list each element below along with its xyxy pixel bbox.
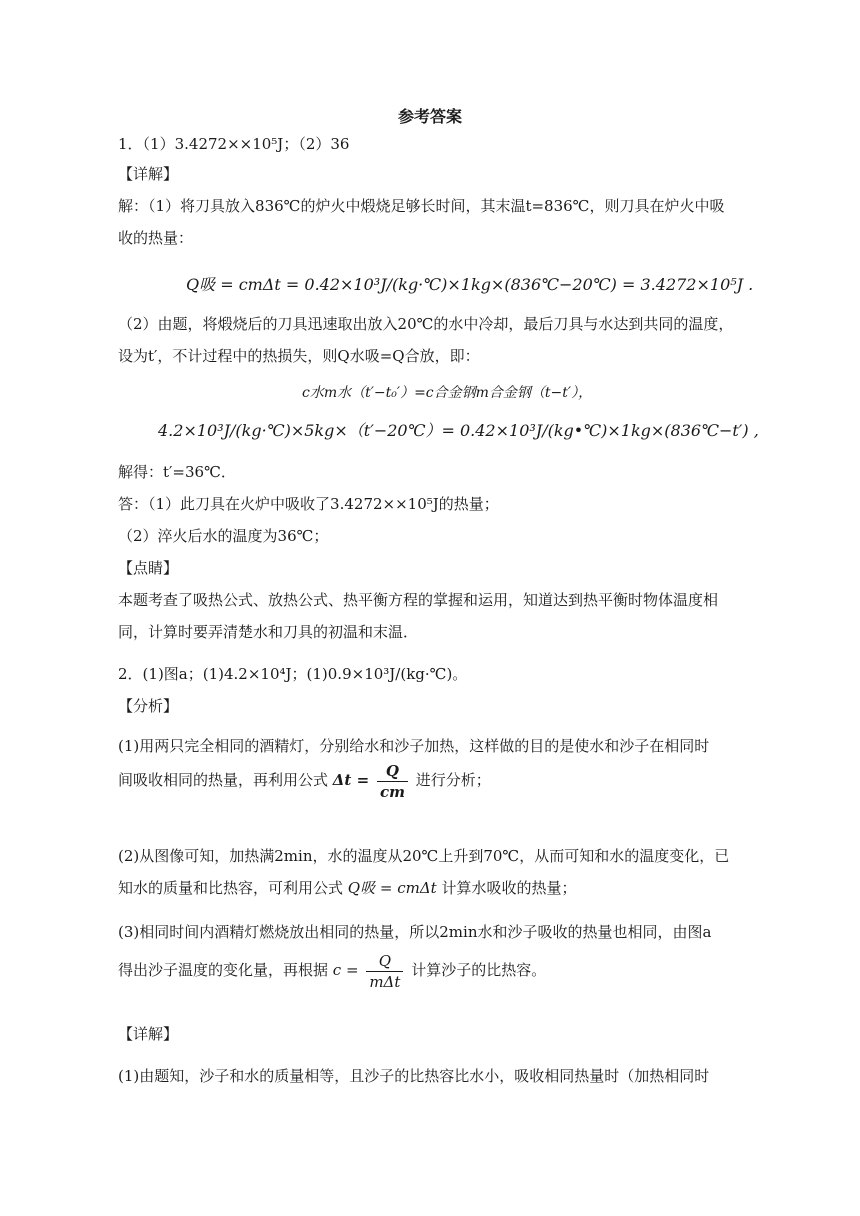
q2-analysis-2b-pre: 知水的质量和比热容，可利用公式 (118, 879, 344, 897)
q2-analysis-3b-post: 计算沙子的比热容。 (411, 961, 547, 979)
formula-delta-t-fraction (377, 761, 408, 802)
q2-analysis-3b-pre: 得出沙子温度的变化量，再根据 (118, 961, 329, 979)
q1-equation-3: 4.2×10³J/(kg·℃)×5kg×（t′−20℃）= 0.42×10³J/(kg•℃)×1kg×(836℃−t′) , (158, 421, 759, 440)
q2-analysis-3b (118, 948, 546, 992)
q1-comment-2: 同，计算时要弄清楚水和刀具的初温和末温． (118, 623, 419, 641)
formula-c-lhs: c = (332, 961, 359, 979)
q2-detail-1: (1)由题知，沙子和水的质量相等，且沙子的比热容比水小，吸收相同热量时（加热相同时 (118, 1067, 710, 1085)
fraction-numerator: Q (366, 951, 403, 972)
fraction-numerator: Q (377, 761, 408, 782)
page-title: 参考答案 (397, 107, 462, 126)
q1-final-answer-1: 答：（1）此刀具在火炉中吸收了3.4272××10⁵J的热量； (118, 495, 499, 513)
q1-paragraph-1b: 收的热量： (118, 229, 194, 247)
q2-answer: 2．(1)图a；(1)4.2×10⁴J；(1)0.9×10³J/(kg·℃)。 (118, 665, 468, 683)
q1-answer: 1．（1）3.4272××10⁵J；（2）36 (118, 135, 350, 153)
formula-heat-absorbed: Q吸 = cmΔt (347, 879, 437, 897)
q2-analysis-1a: (1)用两只完全相同的酒精灯，分别给水和沙子加热，这样做的目的是使水和沙子在相同时 (118, 737, 710, 755)
q1-final-answer-2: （2）淬火后水的温度为36℃； (118, 527, 329, 545)
q1-solve: 解得：t′=36℃． (118, 463, 236, 481)
q2-analysis-heading: 【分析】 (118, 697, 179, 715)
q1-comment-1: 本题考查了吸热公式、放热公式、热平衡方程的掌握和运用，知道达到热平衡时物体温度相 (118, 591, 719, 609)
q1-paragraph-1a: 解：（1）将刀具放入836℃的炉火中煅烧足够长时间，其末温t=836℃，则刀具在炉火中吸 (118, 197, 725, 215)
q2-analysis-1b-pre: 间吸收相同的热量，再利用公式 (118, 771, 329, 789)
q1-detail-heading: 【详解】 (118, 165, 179, 183)
q2-analysis-1b-post: 进行分析； (415, 771, 491, 789)
q1-comment-heading: 【点睛】 (118, 559, 179, 577)
q1-paragraph-2a: （2）由题，将煅烧后的刀具迅速取出放入20℃的水中冷却，最后刀具与水达到共同的温度， (118, 315, 734, 333)
formula-delta-t-lhs: Δt = (332, 771, 370, 789)
q1-paragraph-2b: 设为t′，不计过程中的热损失，则Q水吸=Q合放，即： (118, 347, 480, 365)
fraction-denominator: mΔt (369, 972, 401, 991)
q2-detail-heading: 【详解】 (118, 1025, 179, 1043)
q2-analysis-3a: (3)相同时间内酒精灯燃烧放出相同的热量，所以2min水和沙子吸收的热量也相同，由图a (118, 923, 712, 941)
q2-analysis-2a: (2)从图像可知，加热满2min，水的温度从20℃上升到70℃，从而可知和水的温度变化，已 (118, 847, 730, 865)
formula-c-fraction (366, 951, 403, 992)
fraction-denominator: cm (379, 782, 405, 801)
q1-equation-1: Q吸 = cmΔt = 0.42×10³J/(kg·℃)×1kg×(836℃−20℃) = 3.4272×10⁵J . (186, 275, 754, 294)
q2-analysis-2b-post: 计算水吸收的热量； (441, 879, 577, 897)
q1-equation-2: c水m水（t′−t₀′）=c合金钢m合金钢（t−t′）， (302, 385, 593, 401)
q2-analysis-2b (118, 878, 576, 898)
q2-analysis-1b (118, 758, 491, 802)
